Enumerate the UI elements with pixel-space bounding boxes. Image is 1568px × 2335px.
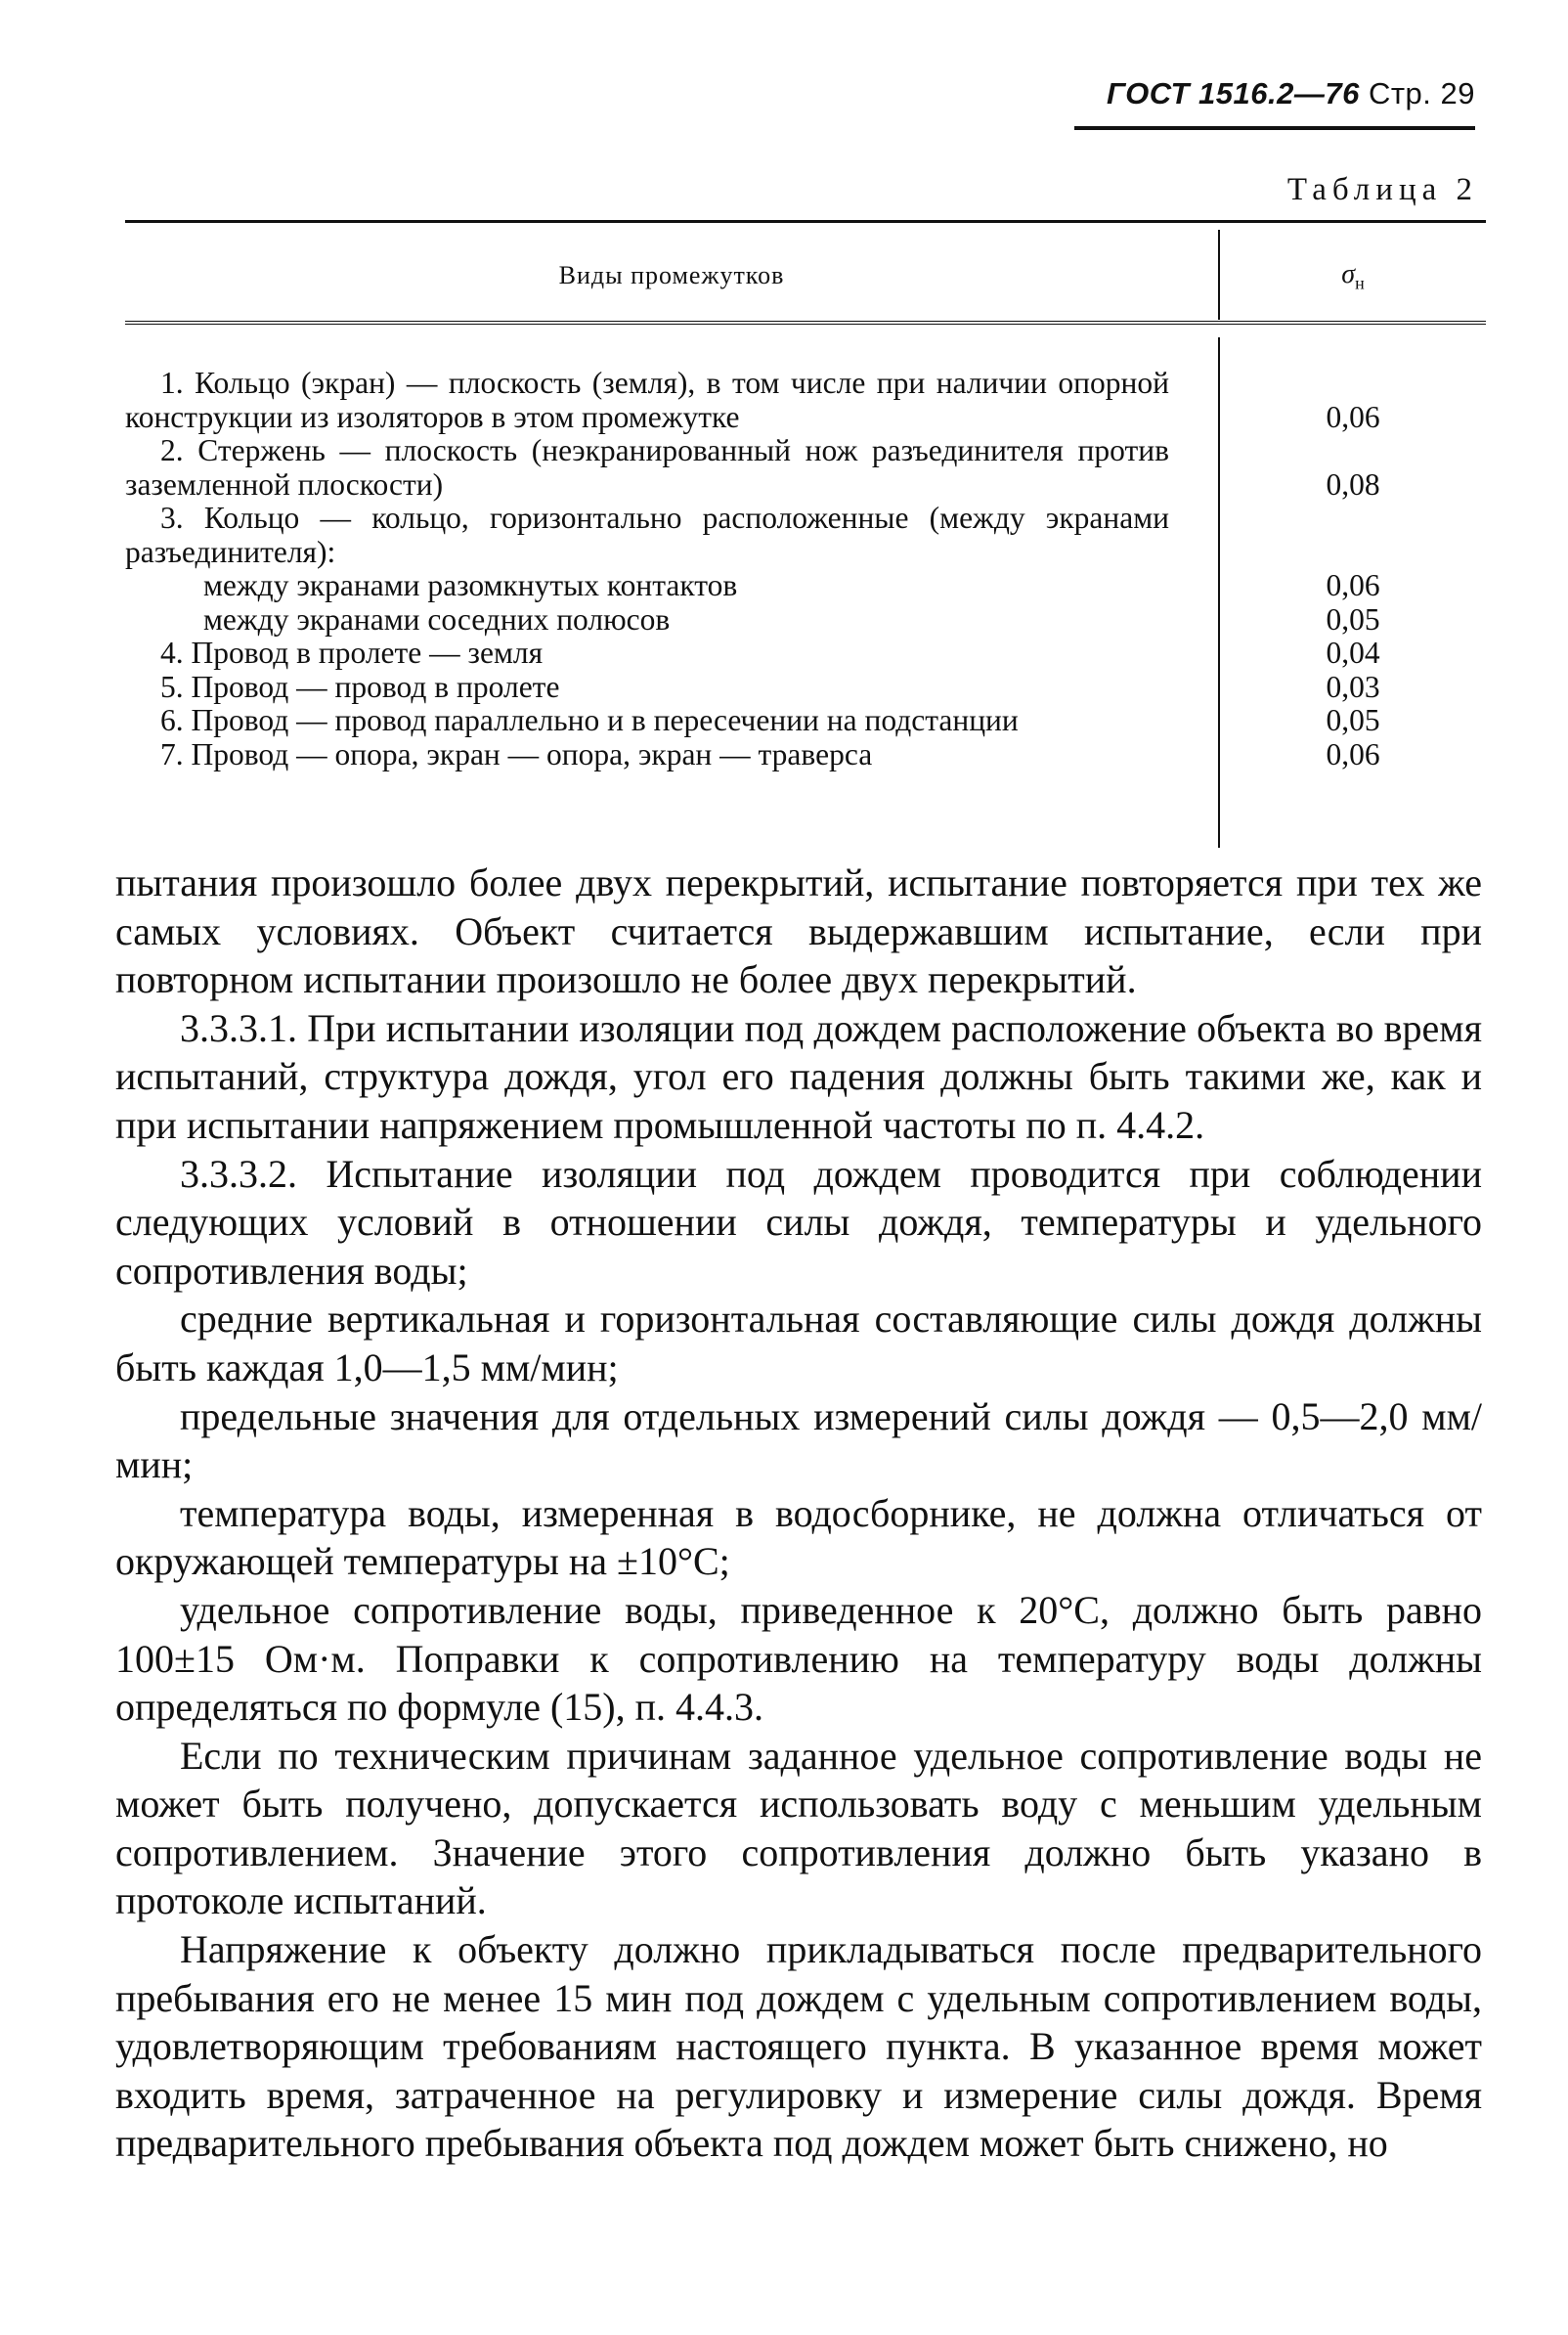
row-sigma-value: 0,05	[1326, 703, 1380, 737]
table-header-rule	[125, 321, 1486, 328]
table-row	[125, 569, 1486, 603]
page-header	[1045, 76, 1475, 111]
row-description: между экранами соседних полюсов	[203, 601, 671, 637]
table-body	[125, 367, 1486, 771]
row-sigma-value: 0,03	[1326, 669, 1380, 704]
row-sigma-value: 0,06	[1326, 736, 1380, 771]
row-description: 6. Провод — провод параллельно и в пересечении на подстанции	[160, 703, 1019, 737]
row-sigma-value: 0,06	[1326, 399, 1380, 434]
row-description: 2. Стержень — плоскость (неэкранированный нож разъединителя против заземленной плоскости)	[125, 433, 1169, 502]
table-row	[125, 502, 1486, 569]
standard-number: ГОСТ 1516.2—76	[1107, 76, 1360, 110]
table-row	[125, 738, 1486, 772]
table-caption: Таблица 2	[1286, 172, 1478, 207]
row-description: 1. Кольцо (экран) — плоскость (земля), в том числе при наличии опорной конструкции из изоляторов в этом промежутке	[125, 366, 1169, 434]
body-text	[115, 859, 1482, 2168]
sigma-subscript: н	[1355, 273, 1365, 293]
column-header-kinds: Виды промежутков	[558, 261, 785, 289]
paragraph: Если по техническим причинам заданное удельное сопротивление воды не может быть получено, допускается использовать воду с меньшим удельным сопротивлением. Значение этого сопротивления должно быть указано в протоколе испытаний.	[115, 1733, 1482, 1923]
row-description: 4. Провод в пролете — земля	[160, 636, 544, 670]
paragraph: 3.3.3.1. При испытании изоляции под дождем расположение объекта во время испытаний, структура дождя, угол его падения должны быть такими же, как и при испытании напряжением промышленной частоты по п. 4.4.2.	[115, 1005, 1482, 1147]
table-row	[125, 367, 1486, 434]
row-sigma-value: 0,05	[1326, 601, 1380, 637]
sigma-symbol: σ	[1341, 259, 1356, 289]
table-row	[125, 434, 1486, 502]
table-row	[125, 704, 1486, 738]
header-text	[1107, 76, 1475, 111]
paragraph: температура воды, измеренная в водосборнике, не должна отличаться от окружающей температуры на ±10°С;	[115, 1490, 1482, 1584]
header-rule	[1074, 126, 1475, 130]
row-description: 3. Кольцо — кольцо, горизонтально расположенные (между экранами разъединителя):	[125, 501, 1169, 569]
row-description: между экранами разомкнутых контактов	[203, 568, 738, 602]
column-header-sigma	[1220, 259, 1486, 294]
row-sigma-value: 0,04	[1326, 636, 1380, 670]
table-row	[125, 671, 1486, 705]
table-top-rule	[125, 220, 1486, 223]
row-description: 7. Провод — опора, экран — опора, экран — траверса	[160, 736, 873, 771]
row-description: 5. Провод — провод в пролете	[160, 669, 560, 704]
row-sigma-value: 0,08	[1326, 466, 1380, 502]
paragraph: предельные значения для отдельных измерений силы дождя — 0,5—2,0 мм/мин;	[115, 1393, 1482, 1487]
paragraph: пытания произошло более двух перекрытий, испытание повторяется при тех же самых условиях. Объект считается выдержавшим испытание, если при повторном испытании произошло не более двух перекрытий.	[115, 860, 1482, 1002]
paragraph: Напряжение к объекту должно прикладываться после предварительного пребывания его не менее 15 мин под дождем с удельным сопротивлением воды, удовлетворяющим требованиям настоящего пункта. В указанное время может входить время, затраченное на регулировку и измерение силы дождя. Время предварительного пребывания объекта под дождем может быть снижено, но	[115, 1927, 1482, 2166]
paragraph: удельное сопротивление воды, приведенное к 20°С, должно быть равно 100±15 Ом·м. Поправки к сопротивлению на температуру воды должны определяться по формуле (15), п. 4.4.3.	[115, 1587, 1482, 1730]
row-sigma-value: 0,06	[1326, 568, 1380, 602]
table-2	[125, 220, 1486, 851]
paragraph: средние вертикальная и горизонтальная составляющие силы дождя должны быть каждая 1,0—1,5 мм/мин;	[115, 1297, 1482, 1389]
page-number: Стр. 29	[1368, 76, 1475, 110]
table-row	[125, 637, 1486, 671]
paragraph: 3.3.3.2. Испытание изоляции под дождем проводится при соблюдении следующих условий в отношении силы дождя, температуры и удельного сопротивления воды;	[115, 1151, 1482, 1293]
table-row	[125, 603, 1486, 638]
